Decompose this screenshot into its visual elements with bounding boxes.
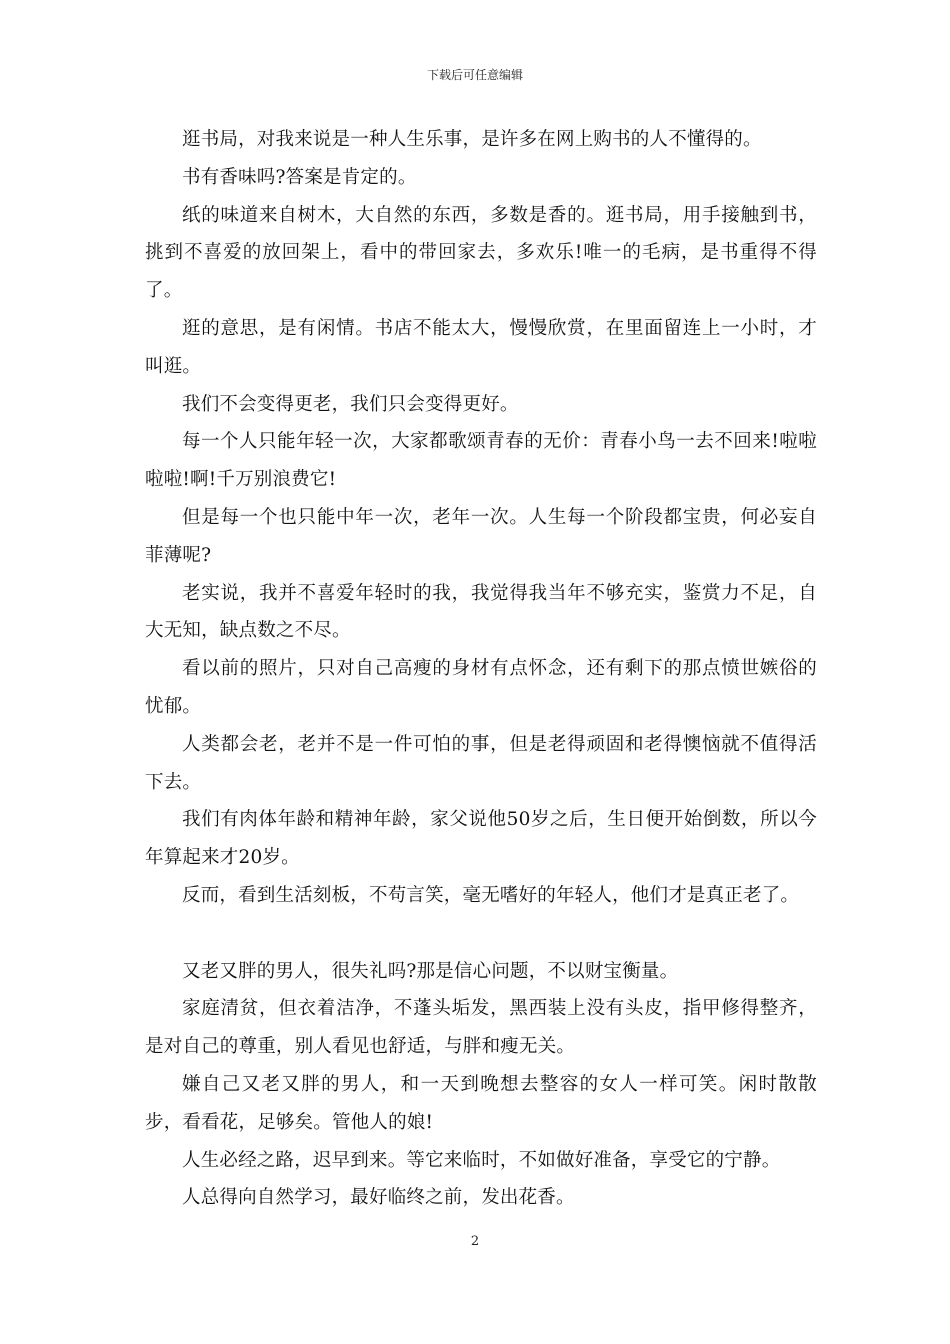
paragraph-12: 反而，看到生活刻板，不苟言笑，毫无嗜好的年轻人，他们才是真正老了。 (182, 884, 800, 906)
page-number: 2 (470, 1234, 480, 1249)
paragraph-2: 书有香味吗?答案是肯定的。 (182, 166, 417, 188)
paragraph-8: 老实说，我并不喜爱年轻时的我，我觉得我当年不够充实，鉴赏力不足，自大无知，缺点数之不尽。 (145, 582, 817, 642)
blank-line (145, 915, 817, 953)
paragraph-5: 我们不会变得更老，我们只会变得更好。 (182, 393, 519, 415)
paragraph-7: 但是每一个也只能中年一次，老年一次。人生每一个阶段都宝贵，何必妄自菲薄呢? (145, 506, 817, 566)
paragraph-11: 我们有肉体年龄和精神年龄，家父说他50岁之后，生日便开始倒数，所以今年算起来才20岁。 (145, 809, 817, 869)
paragraph-9: 看以前的照片，只对自己高瘦的身材有点怀念，还有剩下的那点愤世嫉俗的忧郁。 (145, 658, 817, 717)
paragraph-14: 家庭清贫，但衣着洁净，不蓬头垢发，黑西装上没有头皮，指甲修得整齐，是对自己的尊重，别人看见也舒适，与胖和瘦无关。 (145, 998, 817, 1058)
paragraph-10: 人类都会老，老并不是一件可怕的事，但是老得顽固和老得懊恼就不值得活下去。 (145, 733, 817, 793)
page-header: 下载后可任意编辑 (426, 68, 523, 82)
paragraph-13: 又老又胖的男人，很失礼吗?那是信心问题，不以财宝衡量。 (182, 960, 679, 982)
paragraph-3: 纸的味道来自树木，大自然的东西，多数是香的。逛书局，用手接触到书，挑到不喜爱的放回架上，看中的带回家去，多欢乐!唯一的毛病，是书重得不得了。 (145, 204, 817, 302)
paragraph-17: 人总得向自然学习，最好临终之前，发出花香。 (182, 1187, 575, 1209)
paragraph-16: 人生必经之路，迟早到来。等它来临时，不如做好准备，享受它的宁静。 (182, 1149, 781, 1171)
paragraph-4: 逛的意思，是有闲情。书店不能太大，慢慢欣赏，在里面留连上一小时，才叫逛。 (145, 317, 817, 377)
document-body (145, 121, 817, 1217)
paragraph-1: 逛书局，对我来说是一种人生乐事，是许多在网上购书的人不懂得的。 (182, 129, 762, 150)
paragraph-15: 嫌自己又老又胖的男人，和一天到晚想去整容的女人一样可笑。闲时散散步，看看花，足够矣。管他人的娘! (145, 1073, 817, 1133)
paragraph-6: 每一个人只能年轻一次，大家都歌颂青春的无价：青春小鸟一去不回来!啦啦啦啦!啊!千万别浪费它! (145, 431, 817, 491)
